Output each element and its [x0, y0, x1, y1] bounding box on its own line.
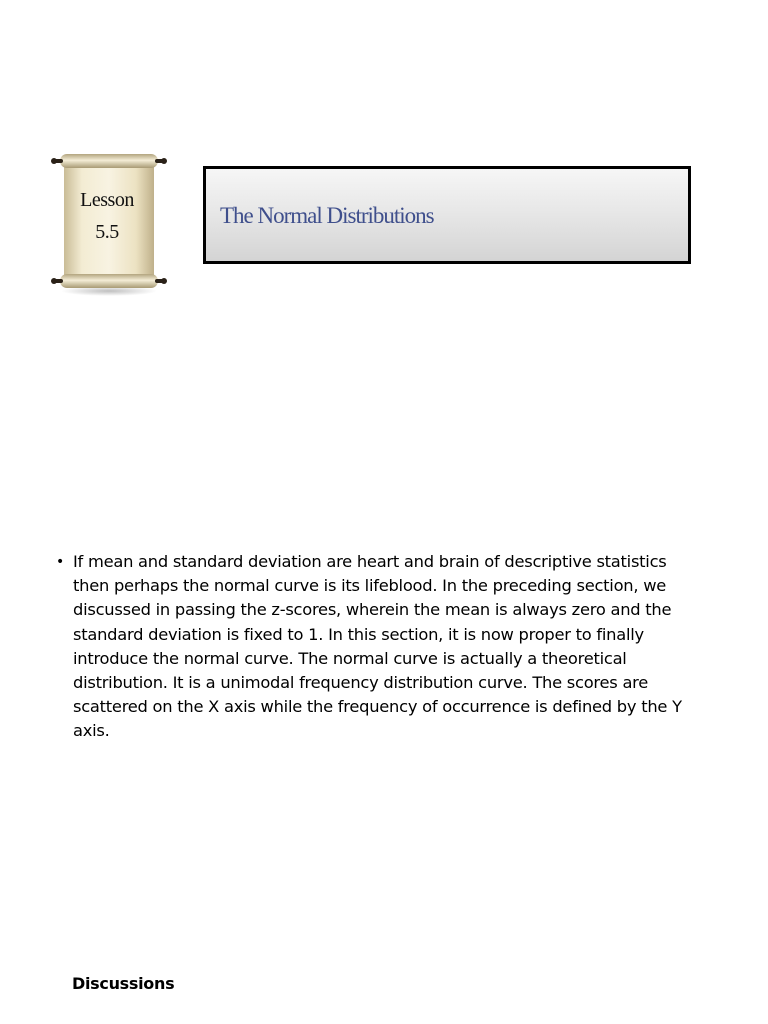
lesson-label [58, 184, 156, 248]
body-paragraph: If mean and standard deviation are heart and brain of descriptive statistics then perhaps the normal curve is its lifeblood. In the preceding section, we discussed in passing the z-scores, wherein the mean is always zero and the standard deviation is fixed to 1. In this section, it is now proper to finally introduce the normal curve. The normal curve is actually a theoretical distribution. It is a unimodal frequency distribution curve. The scores are scattered on the X axis while the frequency of occurrence is defined by the Y axis. [73, 552, 682, 741]
lesson-badge [50, 150, 168, 296]
page-title: The Normal Distributions [220, 203, 434, 228]
lesson-word: Lesson [80, 189, 134, 211]
lesson-number: 5.5 [95, 221, 119, 243]
discussions-heading: Discussions [72, 974, 175, 993]
title-box [203, 166, 691, 264]
bullet-marker: • [56, 554, 65, 570]
bullet-list [56, 550, 706, 744]
